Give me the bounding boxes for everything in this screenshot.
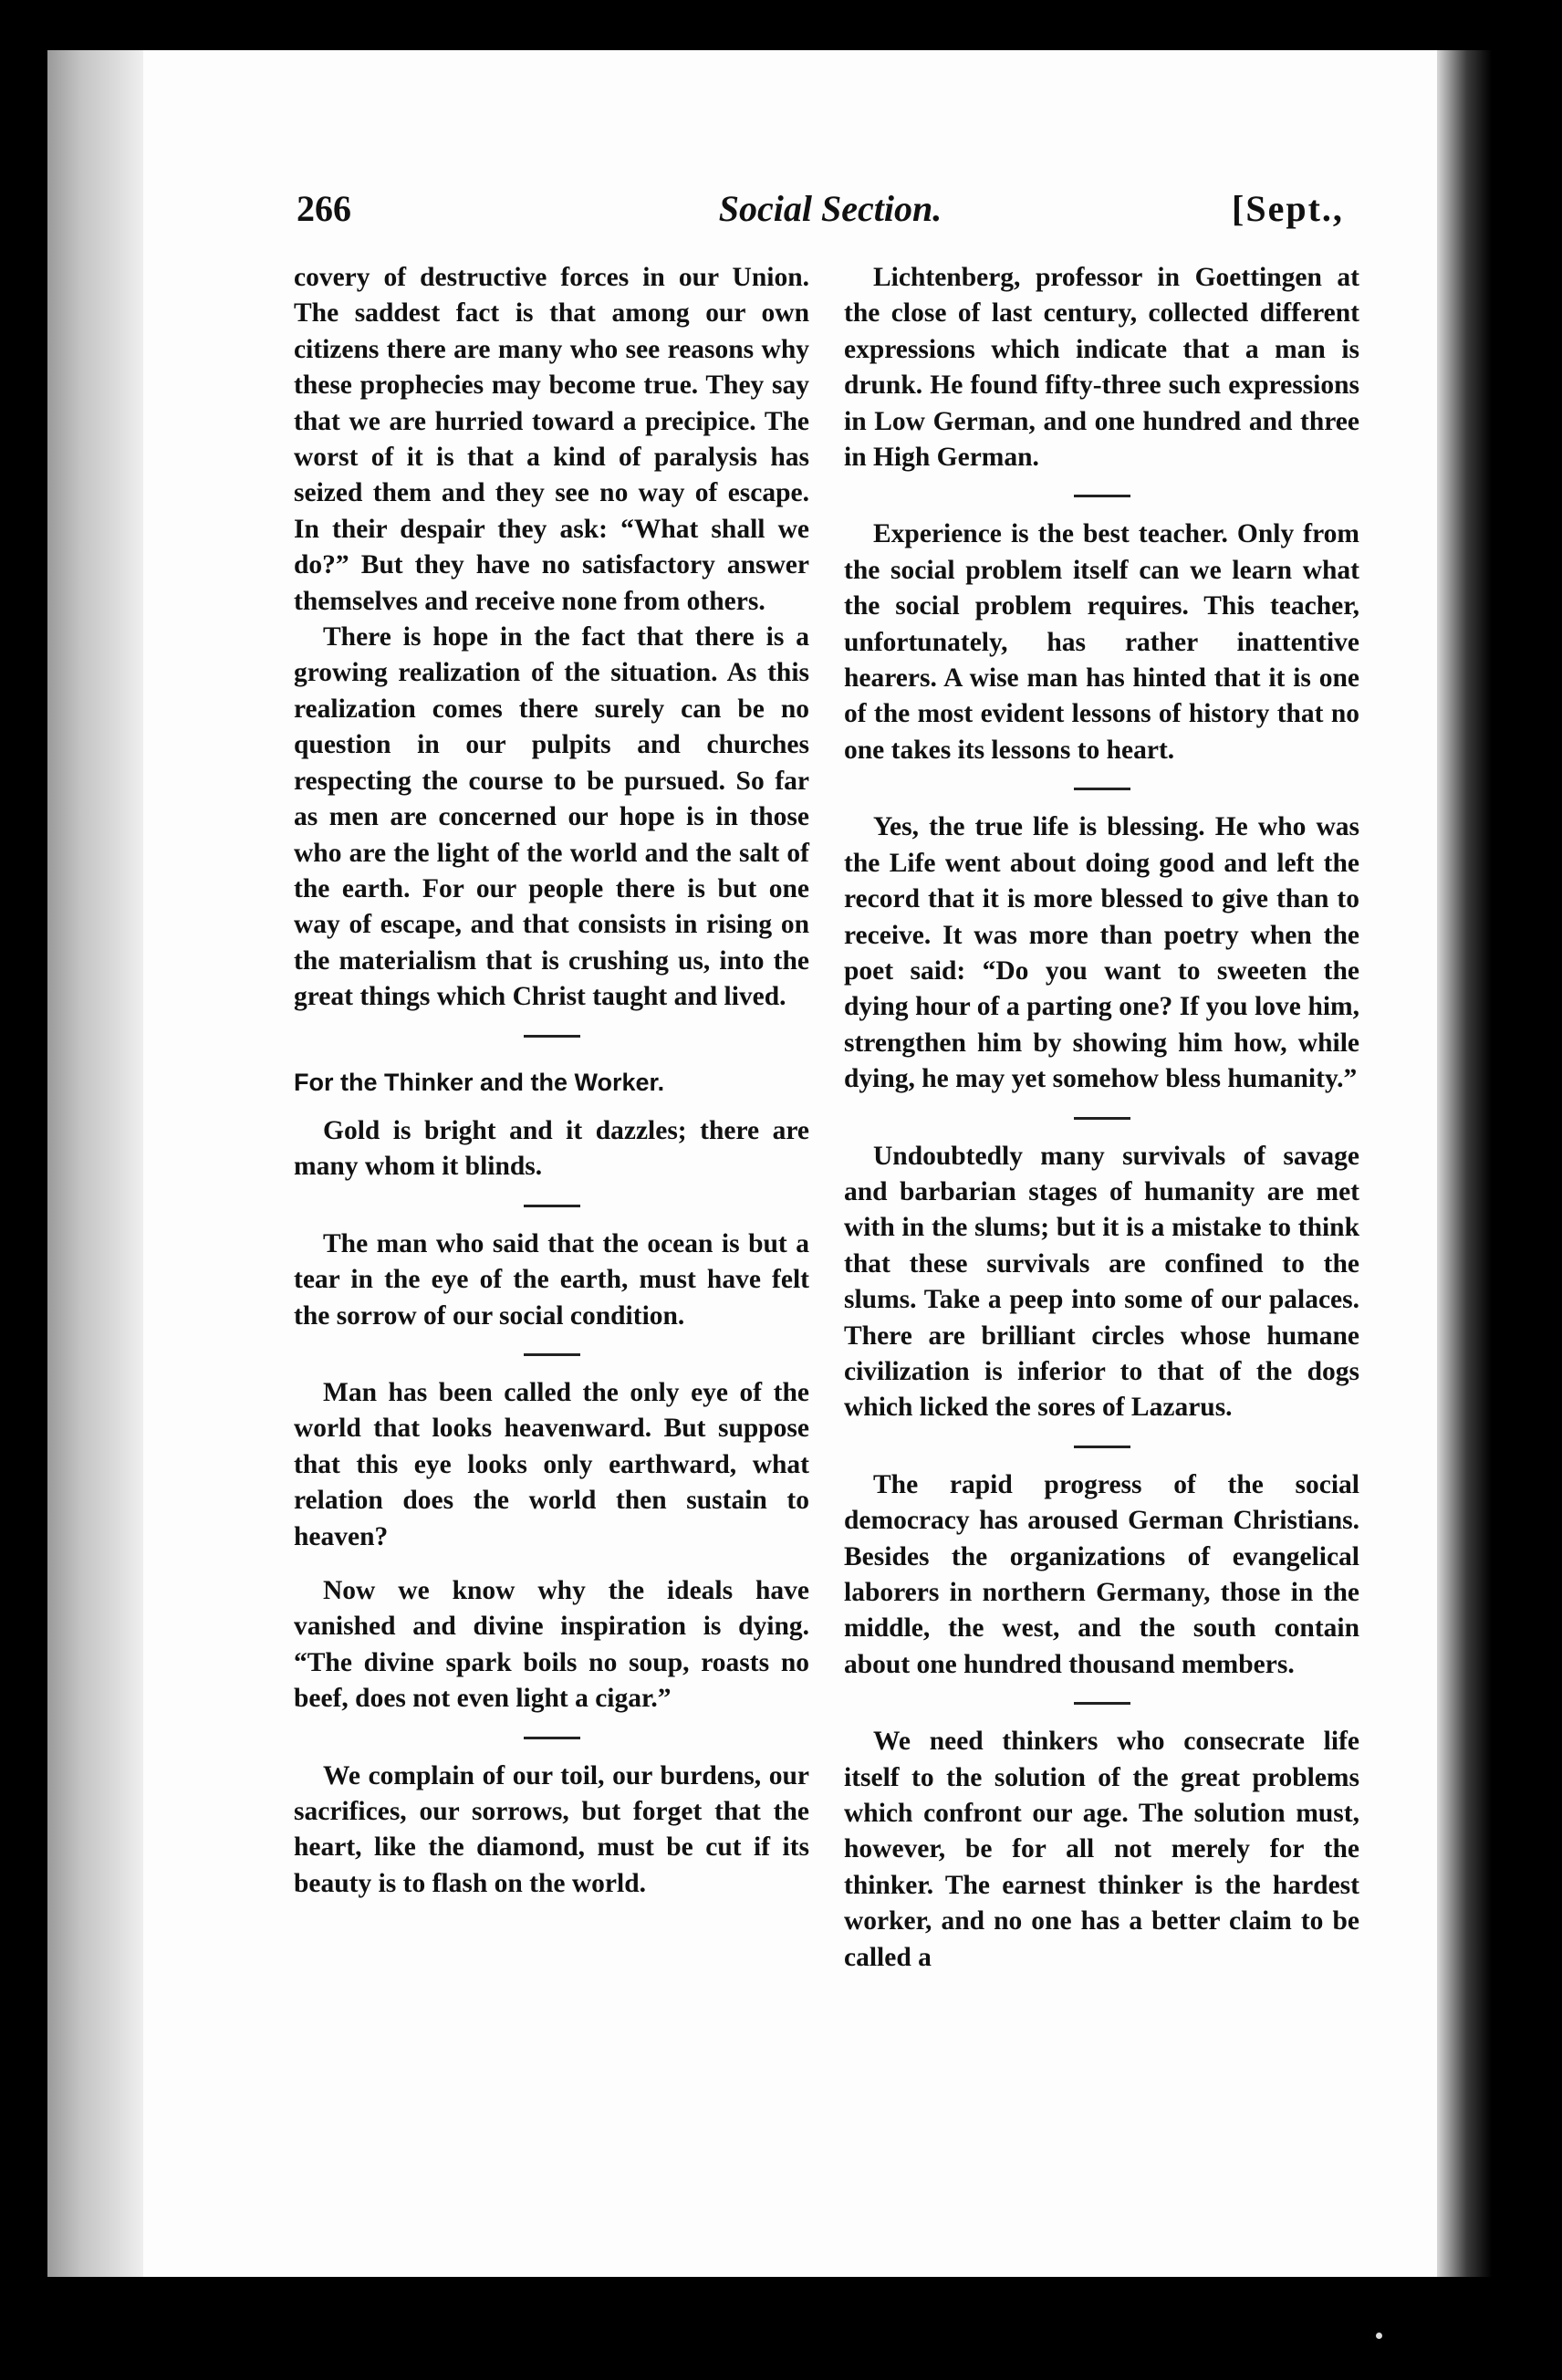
paragraph-divider	[1074, 1117, 1130, 1120]
page-gutter-shadow	[47, 50, 143, 2277]
paragraph: Experience is the best teacher. Only from the social problem itself can we learn what the social problem requires. This teacher, unfortunately, has rather inattentive hearers. A wise man has hinted that it is one of the most evident lessons of history that no one takes its lessons to heart.	[844, 519, 1359, 765]
paragraph: We need thinkers who consecrate life itself to the solution of the great problems which confront our age. The solution must, however, be for all not merely for the thinker. The earnest thinker is the hardest worker, and no one has a better claim to be called a	[844, 1727, 1359, 1972]
paragraph-divider	[1074, 1702, 1130, 1705]
section-divider	[524, 1035, 580, 1038]
paragraph-divider	[1074, 788, 1130, 790]
left-column	[294, 260, 809, 1902]
paragraph: Now we know why the ideals have vanished and divine inspiration is dying. “The divine spark boils no soup, roasts no beef, does not even light a cigar.”	[294, 1576, 809, 1714]
paragraph: We complain of our toil, our burdens, our sacrifices, our sorrows, but forget that the heart, like the diamond, must be cut if its beauty is to flash on the world.	[294, 1760, 809, 1898]
running-month: [Sept.,	[1232, 188, 1344, 229]
paragraph: The rapid progress of the social democracy has aroused German Christians. Besides the organizations of evangelical laborers in northern Germany, those in the middle, the west, and the south contain about one hundred thousand members.	[844, 1469, 1359, 1679]
paragraph: covery of destructive forces in our Union. The saddest fact is that among our own citizens there are many who see reasons why these prophecies may become true. They say that we are hurried toward a precipice. The worst of it is that a kind of paralysis has seized them and they see no way of escape. In their despair they ask: “What shall we do?” But they have no satisfactory answer themselves and receive none from others.	[294, 263, 809, 616]
paragraph: Undoubtedly many survivals of savage and barbarian stages of humanity are met with in the slums; but it is a mistake to think that these survivals are confined to the slums. Take a peep into some of our palaces. There are brilliant circles whose humane civilization is inferior to that of the dogs which licked the sores of Lazarus.	[844, 1141, 1359, 1423]
paragraph: Yes, the true life is blessing. He who was the Life went about doing good and left the record that it is more blessed to give than to receive. It was more than poetry when the poet said: “Do you want to sweeten the dying hour of a parting one? If you love him, strengthen him by showing him how, while dying, he may yet somehow bless humanity.”	[844, 812, 1359, 1094]
paragraph: There is hope in the fact that there is a growing realization of the situation. As this realization comes there surely can be no question in our pulpits and churches respecting the course to be pursued. So far as men are concerned our hope is in those who are the light of the world and the salt of the earth. For our people there is but one way of escape, and that consists in rising on the materialism that is crushing us, into the great things which Christ taught and lived.	[294, 622, 809, 1012]
running-section-title: Social Section.	[718, 188, 942, 229]
page-number: 266	[297, 188, 351, 229]
paragraph-divider	[1074, 495, 1130, 497]
paragraph: Man has been called the only eye of the world that looks heavenward. But suppose that this eye looks only earthward, what relation does the world then sustain to heaven?	[294, 1377, 809, 1551]
page-edge-shadow	[1437, 50, 1492, 2277]
paragraph: The man who said that the ocean is but a tear in the eye of the earth, must have felt the sorrow of our social condition.	[294, 1228, 809, 1331]
right-column	[844, 260, 1359, 1976]
paragraph-divider	[524, 1737, 580, 1739]
paragraph-divider	[1074, 1446, 1130, 1448]
paragraph-divider	[524, 1353, 580, 1356]
paragraph: Lichtenberg, professor in Goettingen at the close of last century, collected different expressions which indicate that a man is drunk. He found fifty-three such expressions in Low German, and one hundred and three in High German.	[844, 263, 1359, 473]
paragraph: Gold is bright and it dazzles; there are many whom it blinds.	[294, 1115, 809, 1182]
scan-speck	[1376, 2333, 1382, 2339]
paragraph-divider	[524, 1205, 580, 1207]
section-heading: For the Thinker and the Worker.	[294, 1068, 665, 1096]
